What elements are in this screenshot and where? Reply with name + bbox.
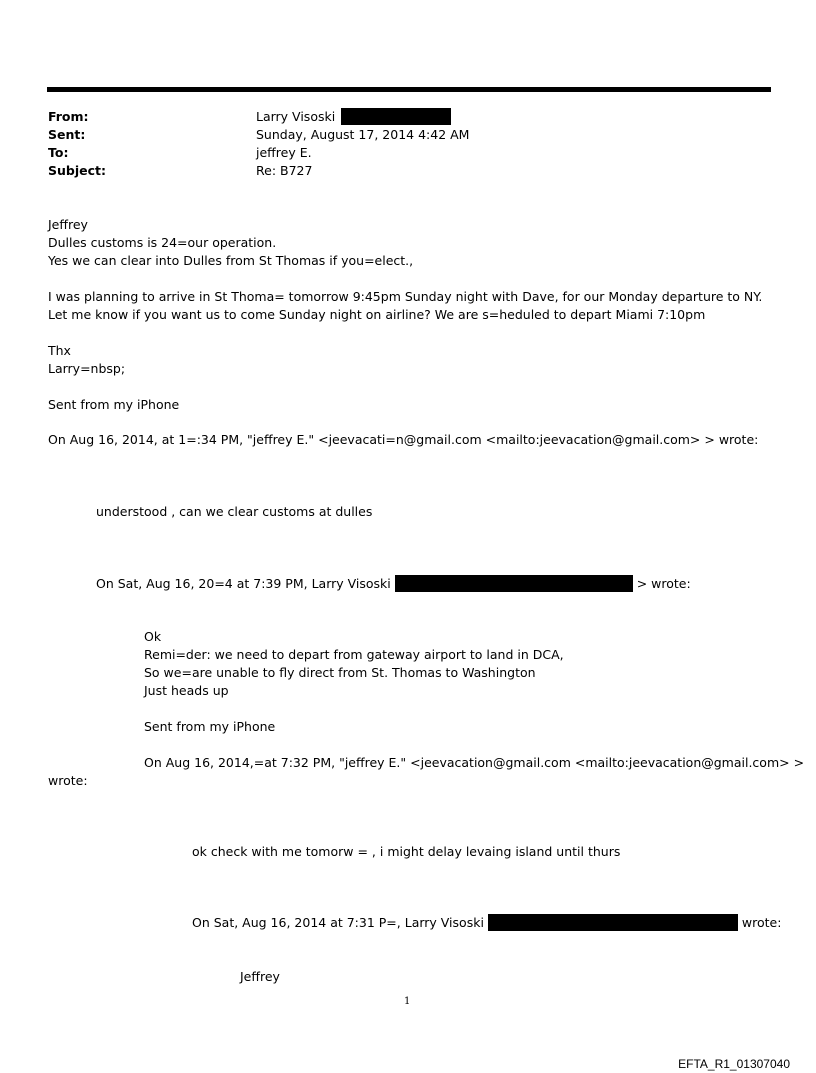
document-id: EFTA_R1_01307040 xyxy=(678,1057,790,1071)
body-line: I was planning to arrive in St Thoma= tomorrow 9:45pm Sunday night with Dave, for our Monday departure to NY. xyxy=(48,289,763,304)
body-line: Jeffrey xyxy=(48,217,88,232)
to-label: To: xyxy=(48,145,69,160)
from-label: From: xyxy=(48,109,89,124)
quote-header-text: On Sat, Aug 16, 2014 at 7:31 P=, Larry Visoski xyxy=(192,915,488,930)
subject-label: Subject: xyxy=(48,163,106,178)
quote-line: ok check with me tomorw = , i might delay levaing island until thurs xyxy=(192,844,621,859)
to-value: jeffrey E. xyxy=(256,145,312,160)
body-line: Larry=nbsp; xyxy=(48,361,126,376)
quote-line: Just heads up xyxy=(144,683,229,698)
redaction-box xyxy=(395,575,633,592)
quote-line: So we=are unable to fly direct from St. Thomas to Washington xyxy=(144,665,536,680)
redaction-box xyxy=(341,108,451,125)
quote-line: Ok xyxy=(144,629,162,644)
body-line: Dulles customs is 24=our operation. xyxy=(48,235,277,250)
page-number: 1 xyxy=(404,996,411,1007)
quote-header-tail: wrote: xyxy=(737,915,782,930)
quote-line: Jeffrey xyxy=(240,969,280,984)
quote-header-text: On Sat, Aug 16, 20=4 at 7:39 PM, Larry Visoski xyxy=(96,576,395,591)
quote-header: On Aug 16, 2014,=at 7:32 PM, "jeffrey E." <jeevacation@gmail.com <mailto:jeevacation@gmail.com> > xyxy=(144,755,805,770)
subject-value: Re: B727 xyxy=(256,163,313,178)
quote-header xyxy=(192,914,781,932)
header-rule xyxy=(47,87,771,92)
sent-label: Sent: xyxy=(48,127,86,142)
sent-value: Sunday, August 17, 2014 4:42 AM xyxy=(256,127,470,142)
from-value xyxy=(256,108,451,126)
redaction-box xyxy=(488,914,738,931)
quote-line: Sent from my iPhone xyxy=(144,719,276,734)
quote-line: understood , can we clear customs at dulles xyxy=(96,504,373,519)
quote-header-wrap: wrote: xyxy=(48,773,88,788)
body-line: Sent from my iPhone xyxy=(48,397,180,412)
body-line: Yes we can clear into Dulles from St Thomas if you=elect., xyxy=(48,253,414,268)
body-line: Thx xyxy=(48,343,71,358)
from-name: Larry Visoski xyxy=(256,109,336,124)
quote-header-tail: > wrote: xyxy=(636,576,691,591)
quote-line: Remi=der: we need to depart from gateway airport to land in DCA, xyxy=(144,647,564,662)
quote-header xyxy=(96,575,691,593)
body-line: Let me know if you want us to come Sunday night on airline? We are s=heduled to depart Miami 7:10pm xyxy=(48,307,706,322)
quote-header: On Aug 16, 2014, at 1=:34 PM, "jeffrey E." <jeevacati=n@gmail.com <mailto:jeevacation@gmail.com> > wrote: xyxy=(48,432,759,447)
